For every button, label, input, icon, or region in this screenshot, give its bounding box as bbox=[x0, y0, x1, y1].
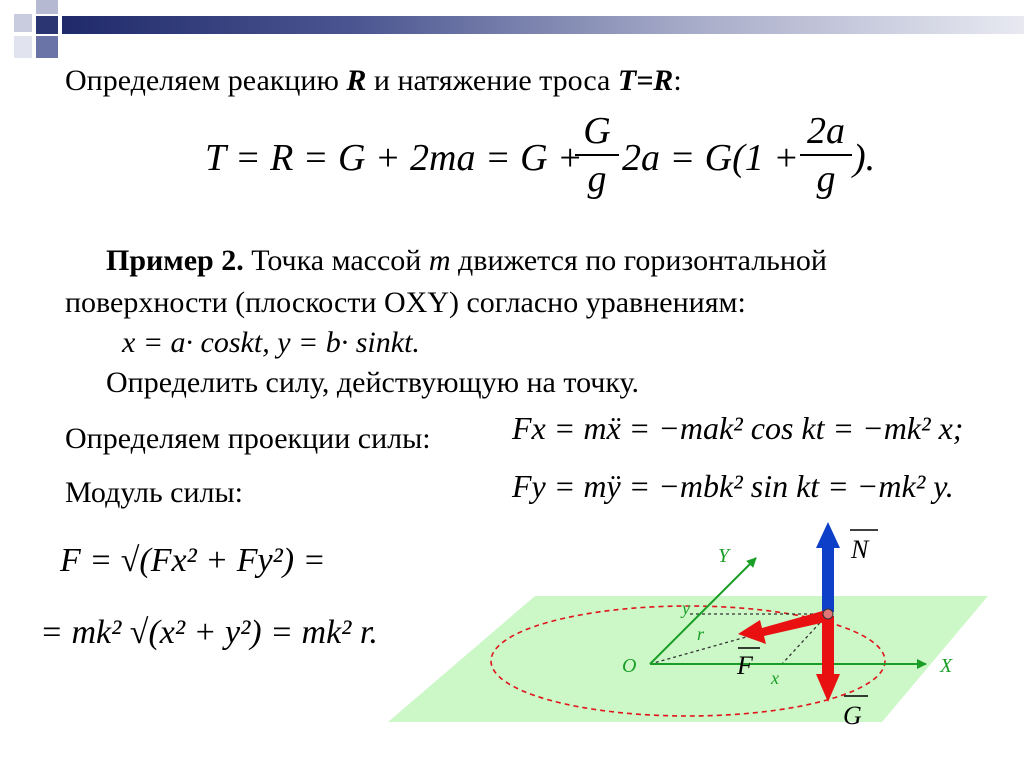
label-N: N bbox=[851, 535, 869, 564]
fx-equation: Fx = mẍ = −mak² cos kt = −mk² x; bbox=[512, 410, 964, 446]
label-x: x bbox=[771, 668, 779, 688]
gravity-force-arrow bbox=[822, 616, 834, 676]
task-line: Определить силу, действующую на точку. bbox=[106, 366, 640, 399]
normal-force-arrow bbox=[822, 546, 834, 612]
motion-equations: x = a· coskt, y = b· sinkt. bbox=[122, 326, 420, 359]
modulus-label: Модуль силы: bbox=[65, 476, 243, 509]
main-formula-fraction-2: 2a g bbox=[800, 112, 852, 198]
label-F: F bbox=[737, 651, 753, 680]
intro-line: Определяем реакцию R и натяжение троса T=R: bbox=[65, 64, 682, 97]
projection-label: Определяем проекции силы: bbox=[65, 422, 431, 455]
label-Y: Y bbox=[718, 545, 730, 567]
label-X: X bbox=[940, 655, 953, 677]
label-G: G bbox=[843, 701, 862, 730]
modulus-equation-1: F = √(Fx² + Fy²) = bbox=[60, 542, 326, 579]
example-line-2: поверхности (плоскости OXY) согласно уравнениям: bbox=[65, 286, 746, 319]
label-y: y bbox=[682, 598, 690, 618]
fy-equation: Fy = mÿ = −mbk² sin kt = −mk² y. bbox=[512, 468, 954, 504]
label-O: O bbox=[622, 655, 637, 677]
material-point bbox=[823, 609, 833, 619]
label-r: r bbox=[697, 624, 705, 644]
modulus-equation-2: = mk² √(x² + y²) = mk² r. bbox=[40, 614, 378, 651]
main-formula-mid: 2a = G(1 + bbox=[622, 137, 799, 179]
main-formula-end: ). bbox=[853, 137, 876, 179]
example-line-1: Пример 2. Точка массой m движется по горизонтальной bbox=[106, 244, 827, 277]
main-formula-left: T = R = G + 2ma = G + bbox=[205, 137, 583, 179]
main-formula-fraction-1: G g bbox=[575, 112, 619, 198]
